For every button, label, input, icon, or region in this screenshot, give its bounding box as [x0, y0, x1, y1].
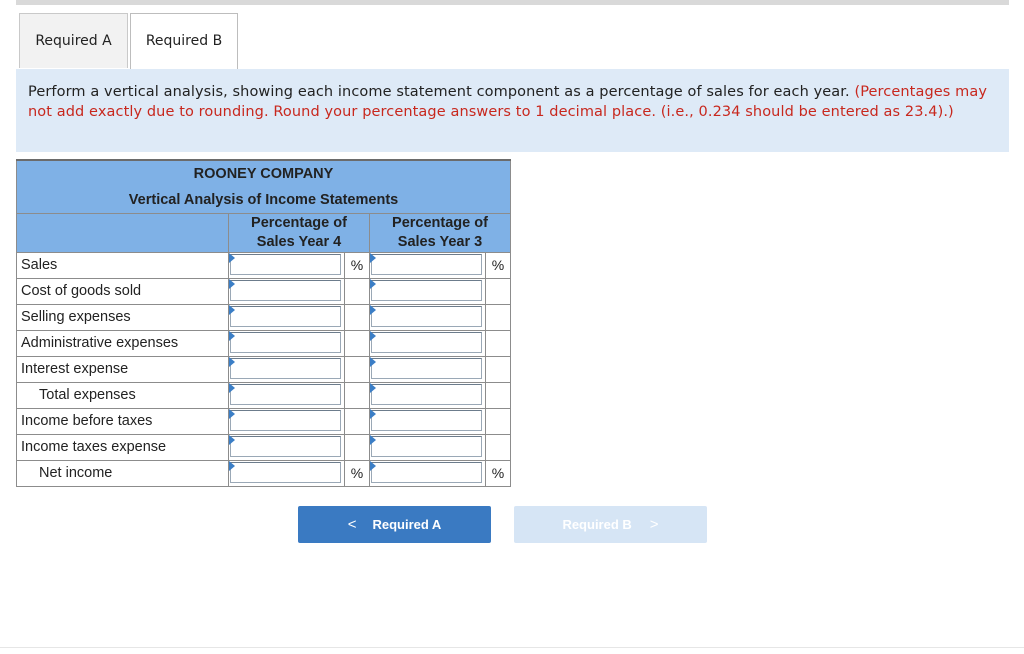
table-row	[17, 408, 511, 434]
year4-cell	[229, 304, 345, 330]
input-marker-icon	[370, 305, 376, 315]
year3-cell	[370, 304, 486, 330]
year3-percent-input[interactable]	[371, 358, 482, 379]
input-marker-icon	[229, 435, 235, 445]
input-marker-icon	[370, 435, 376, 445]
table-title: Vertical Analysis of Income Statements	[17, 187, 511, 213]
year4-cell	[229, 460, 345, 486]
input-marker-icon	[229, 253, 235, 263]
header-blank	[17, 213, 229, 252]
input-marker-icon	[370, 409, 376, 419]
percent-sign	[345, 434, 370, 460]
percent-sign	[486, 356, 511, 382]
input-marker-icon	[229, 409, 235, 419]
row-label: Cost of goods sold	[17, 278, 229, 304]
col-header-year3-line2: Sales Year 3	[397, 233, 483, 250]
row-label: Total expenses	[17, 382, 229, 408]
year4-percent-input[interactable]	[230, 410, 341, 431]
percent-sign	[345, 356, 370, 382]
percent-sign	[486, 434, 511, 460]
year4-percent-input[interactable]	[230, 436, 341, 457]
table-row	[17, 460, 511, 486]
table-row	[17, 278, 511, 304]
col-header-year4-line1: Percentage of	[251, 214, 347, 231]
row-label: Interest expense	[17, 356, 229, 382]
percent-sign: %	[486, 460, 511, 486]
year3-percent-input[interactable]	[371, 436, 482, 457]
year4-cell	[229, 330, 345, 356]
percent-sign	[345, 382, 370, 408]
row-label: Income before taxes	[17, 408, 229, 434]
row-label: Net income	[17, 460, 229, 486]
row-label: Income taxes expense	[17, 434, 229, 460]
percent-sign	[486, 330, 511, 356]
col-header-year4	[229, 213, 370, 252]
year4-percent-input[interactable]	[230, 306, 341, 327]
year4-percent-input[interactable]	[230, 280, 341, 301]
bottom-divider	[0, 647, 1024, 648]
chevron-right-icon: >	[649, 516, 659, 533]
prev-button[interactable]	[298, 506, 491, 543]
year4-cell	[229, 434, 345, 460]
year4-percent-input[interactable]	[230, 384, 341, 405]
input-marker-icon	[370, 357, 376, 367]
vertical-analysis-table	[16, 159, 511, 487]
tab-bar	[16, 13, 1009, 70]
top-divider	[16, 0, 1009, 5]
next-button-label: Required B	[562, 517, 632, 532]
year3-percent-input[interactable]	[371, 410, 482, 431]
input-marker-icon	[229, 461, 235, 471]
percent-sign	[486, 408, 511, 434]
input-marker-icon	[370, 279, 376, 289]
row-label: Administrative expenses	[17, 330, 229, 356]
year3-percent-input[interactable]	[371, 462, 482, 483]
input-marker-icon	[229, 305, 235, 315]
col-header-year4-line2: Sales Year 4	[256, 233, 342, 250]
company-name: ROONEY COMPANY	[17, 160, 511, 187]
year3-cell	[370, 382, 486, 408]
percent-sign	[486, 304, 511, 330]
percent-sign: %	[345, 252, 370, 278]
col-header-year3-line1: Percentage of	[392, 214, 488, 231]
year4-percent-input[interactable]	[230, 462, 341, 483]
year4-cell	[229, 382, 345, 408]
tab-required-a[interactable]: Required A	[19, 13, 128, 68]
year3-percent-input[interactable]	[371, 306, 482, 327]
year3-cell	[370, 252, 486, 278]
table-row	[17, 304, 511, 330]
table-row	[17, 356, 511, 382]
percent-sign: %	[345, 460, 370, 486]
year4-percent-input[interactable]	[230, 332, 341, 353]
year4-cell	[229, 408, 345, 434]
table-row	[17, 330, 511, 356]
year3-percent-input[interactable]	[371, 254, 482, 275]
input-marker-icon	[370, 383, 376, 393]
prev-button-label: Required A	[372, 517, 442, 532]
year3-cell	[370, 408, 486, 434]
year3-cell	[370, 356, 486, 382]
table-row	[17, 382, 511, 408]
percent-sign	[345, 408, 370, 434]
percent-sign	[345, 330, 370, 356]
row-label: Selling expenses	[17, 304, 229, 330]
year3-percent-input[interactable]	[371, 280, 482, 301]
input-marker-icon	[229, 383, 235, 393]
table-row	[17, 252, 511, 278]
percent-sign	[345, 304, 370, 330]
year3-percent-input[interactable]	[371, 332, 482, 353]
percent-sign	[345, 278, 370, 304]
year3-percent-input[interactable]	[371, 384, 482, 405]
input-marker-icon	[370, 331, 376, 341]
year4-percent-input[interactable]	[230, 254, 341, 275]
instructions-panel	[16, 69, 1009, 152]
year3-cell	[370, 460, 486, 486]
chevron-left-icon: <	[347, 516, 357, 533]
year4-percent-input[interactable]	[230, 358, 341, 379]
input-marker-icon	[229, 357, 235, 367]
year3-cell	[370, 278, 486, 304]
next-button[interactable]	[514, 506, 707, 543]
table-row	[17, 434, 511, 460]
table-body	[17, 252, 511, 486]
year4-cell	[229, 278, 345, 304]
input-marker-icon	[370, 461, 376, 471]
percent-sign	[486, 278, 511, 304]
instructions-rounding-note: (Percentages may not add exactly due to rounding. Round your percentage answers to 1 decimal place. (i.e., 0.234 should be entered as 23.4).)	[28, 84, 988, 120]
year3-cell	[370, 434, 486, 460]
col-header-year3	[370, 213, 511, 252]
year4-cell	[229, 252, 345, 278]
input-marker-icon	[229, 279, 235, 289]
year4-cell	[229, 356, 345, 382]
tab-required-b[interactable]: Required B	[130, 13, 238, 70]
percent-sign	[486, 382, 511, 408]
year3-cell	[370, 330, 486, 356]
percent-sign: %	[486, 252, 511, 278]
input-marker-icon	[229, 331, 235, 341]
row-label: Sales	[17, 252, 229, 278]
instructions-text: Perform a vertical analysis, showing each income statement component as a percentage of sales for each year.	[28, 84, 850, 100]
input-marker-icon	[370, 253, 376, 263]
